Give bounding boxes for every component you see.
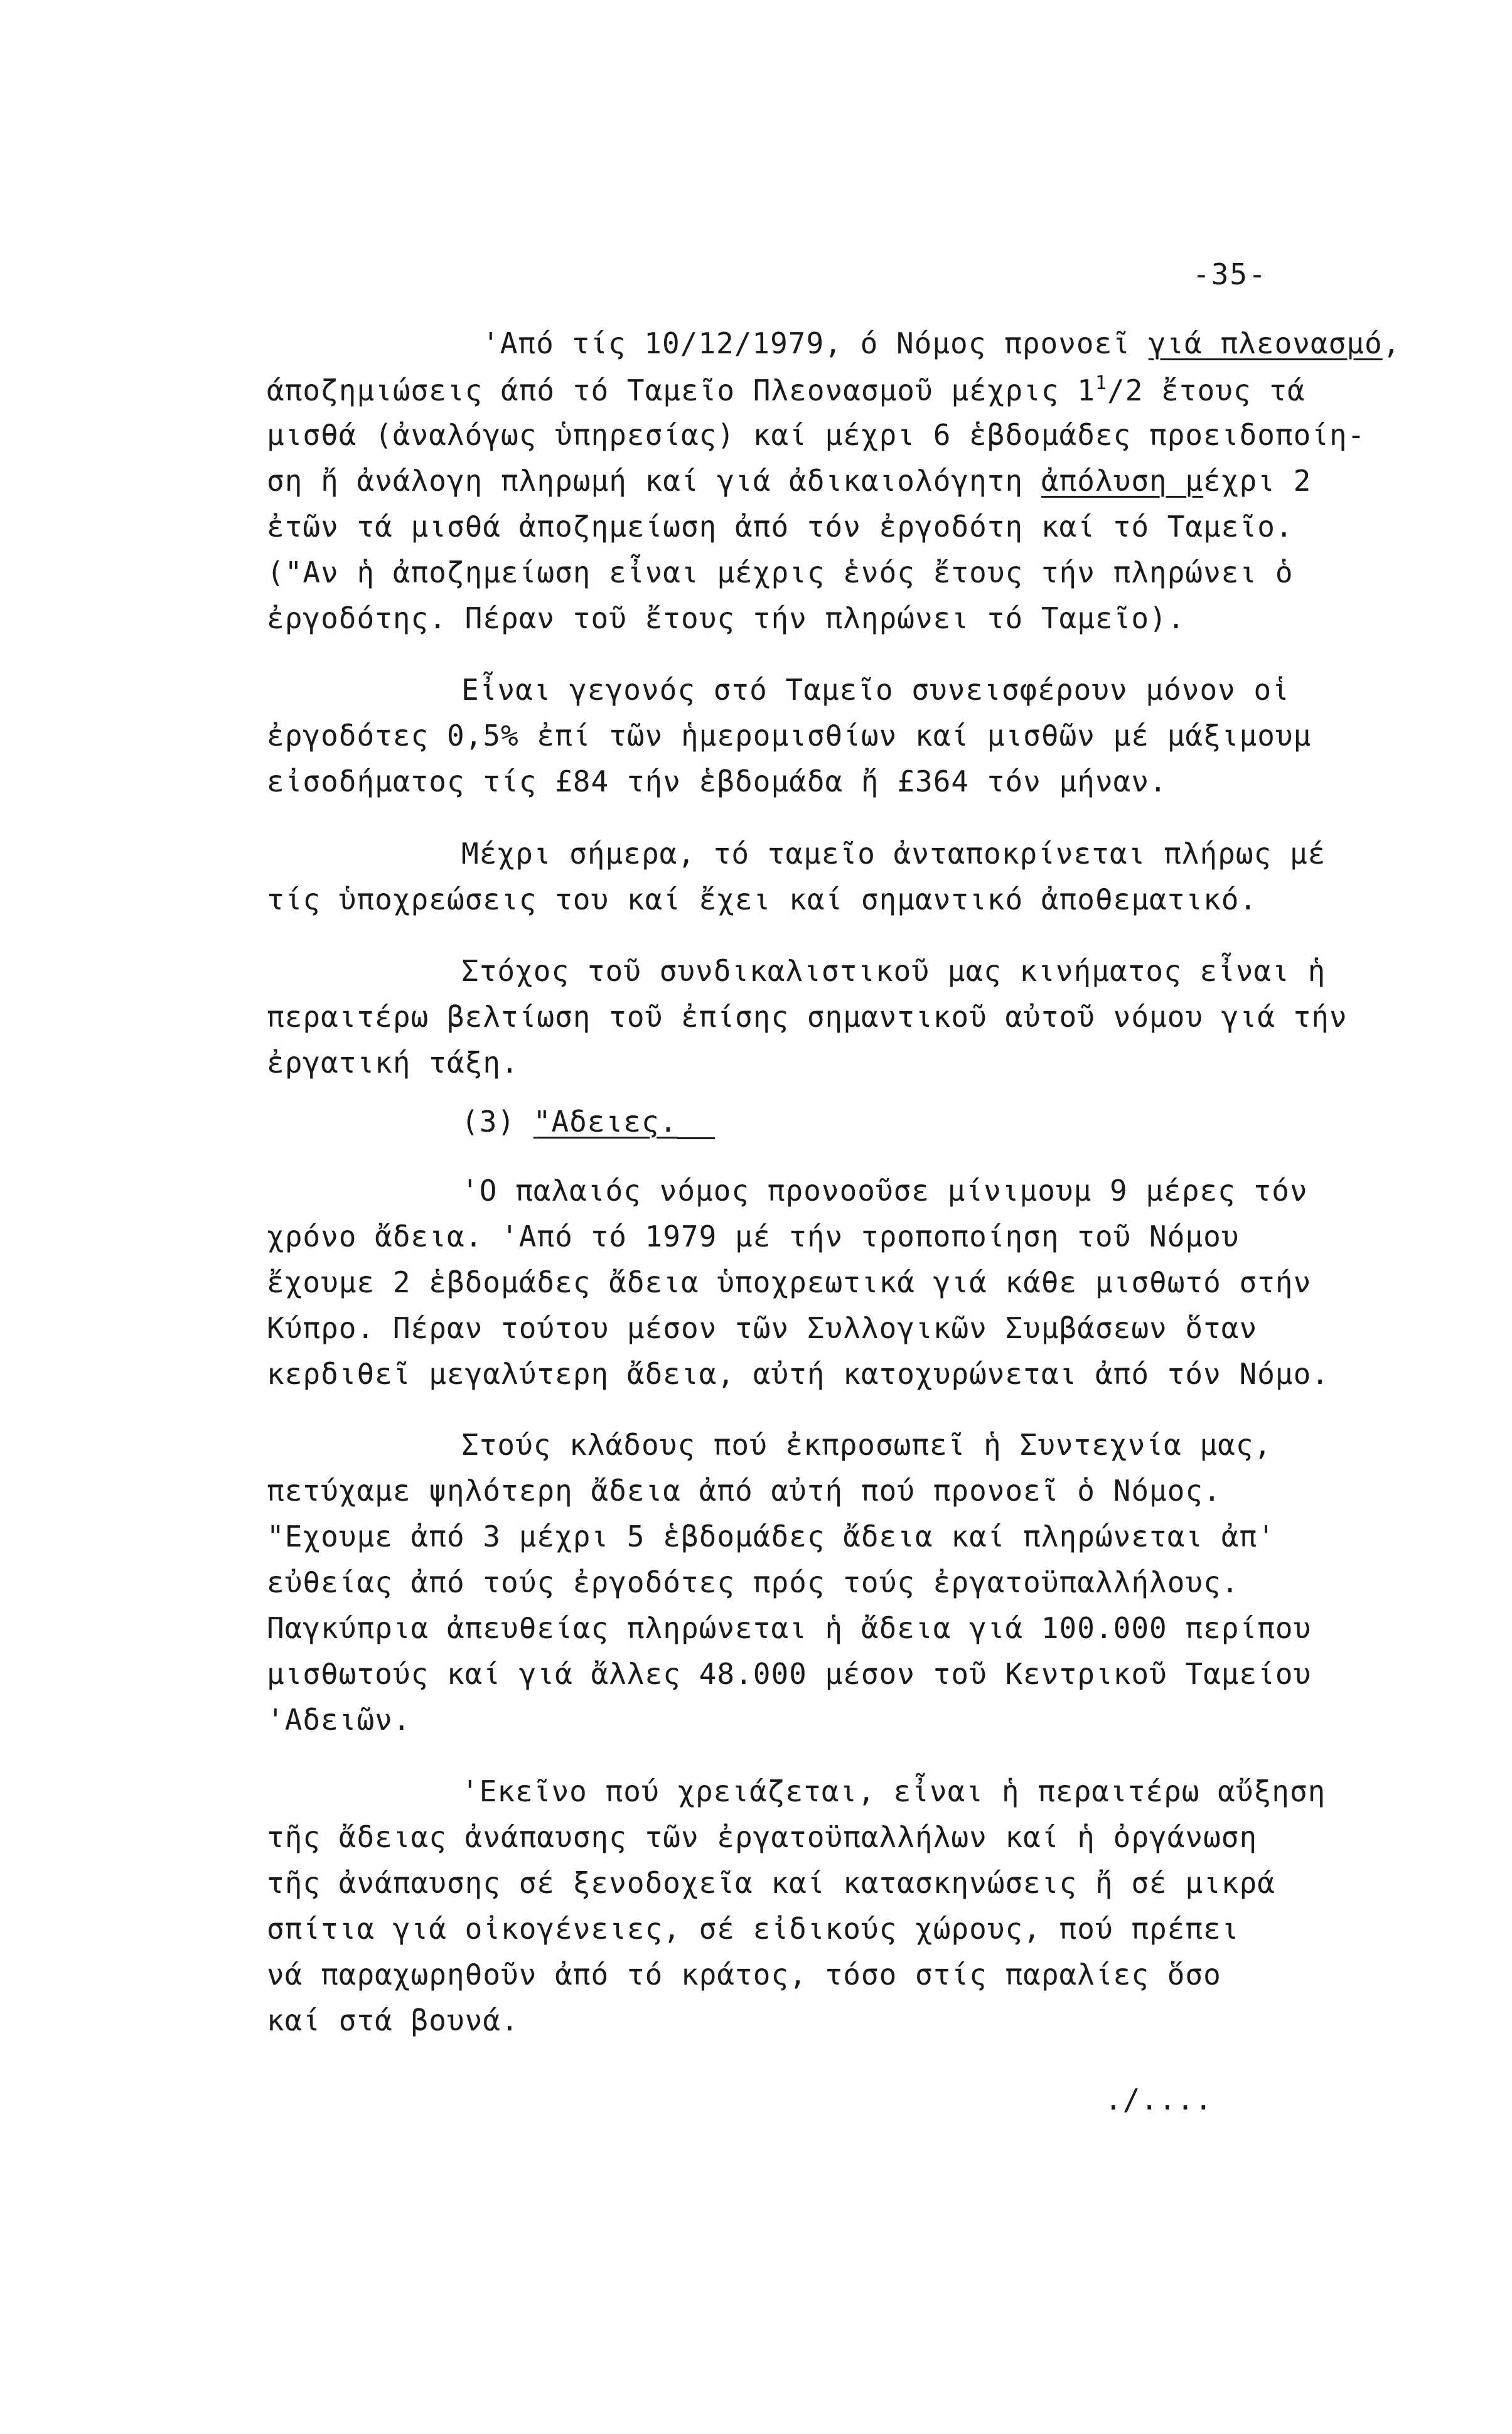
p7-line-3: τῆς ἀνάπαυσης σέ ξενοδοχεῖα καί κατασκηνώσεις ἤ σέ μικρά: [267, 1866, 1275, 1900]
section-title: "Αδειες.: [533, 1105, 678, 1139]
superscript: 1: [1095, 372, 1108, 394]
p6-line-1: Στούς κλάδους πού ἐκπροσωπεῖ ἡ Συντεχνία μας,: [461, 1428, 1272, 1462]
p6-line-7: 'Αδειῶν.: [267, 1703, 411, 1737]
p1-line-6: ("Αν ἡ ἀποζημείωση εἶναι μέχρις ἑνός ἔτους τήν πληρώνει ὁ: [267, 555, 1294, 589]
p6-line-2: πετύχαμε ψηλότερη ἄδεια ἀπό αὐτή πού προνοεῖ ὁ Νόμος.: [267, 1474, 1221, 1508]
p2-line-3: εἰσοδήματος τίς £84 τήν ἑβδομάδα ἤ £364 τόν μήναν.: [267, 764, 1167, 798]
p2-line-1: Εἶναι γεγονός στό Ταμεῖο συνεισφέρουν μόνον οἱ: [461, 673, 1290, 707]
p7-line-6: καί στά βουνά.: [267, 2003, 519, 2037]
p4-line-2: περαιτέρω βελτίωση τοῦ ἐπίσης σημαντικοῦ αὐτοῦ νόμου γιά τήν: [267, 1000, 1348, 1034]
continuation-marker: ./....: [1105, 2083, 1213, 2116]
p4-line-1: Στόχος τοῦ συνδικαλιστικοῦ μας κινήματος εἶναι ἡ: [461, 954, 1326, 988]
heading-underline: [677, 1132, 715, 1139]
p1-line-5: ἐτῶν τά μισθά ἀποζημείωση ἀπό τόν ἐργοδότη καί τό Ταμεῖο.: [267, 510, 1294, 544]
text-segment: ,: [1382, 326, 1401, 360]
page-number: -35-: [1193, 257, 1267, 291]
text-segment: ση ἤ ἀνάλογη πληρωμή καί γιά ἀδικαιολόγητη: [267, 464, 1041, 498]
p7-line-5: νά παραχωρηθοῦν ἀπό τό κράτος, τόσο στίς παραλίες ὅσο: [267, 1958, 1221, 1992]
p6-line-3: "Εχουμε ἀπό 3 μέχρι 5 ἑβδομάδες ἄδεια καί πληρώνεται ἀπ': [267, 1520, 1275, 1553]
p3-line-2: τίς ὑποχρεώσεις του καί ἔχει καί σημαντικό ἀποθεματικό.: [267, 882, 1258, 916]
p6-line-5: Παγκύπρια ἀπευθείας πληρώνεται ἡ ἄδεια γιά 100.000 περίπου: [267, 1611, 1312, 1645]
underlined-text: ἀπόλυση μ: [1041, 464, 1204, 498]
p5-line-2: χρόνο ἄδεια. 'Από τό 1979 μέ τήν τροποποίηση τοῦ Νόμου: [267, 1220, 1240, 1253]
p5-line-3: ἔχουμε 2 ἑβδομάδες ἄδεια ὑποχρεωτικά γιά κάθε μισθωτό στήν: [267, 1265, 1312, 1299]
p6-line-6: μισθωτούς καί γιά ἄλλες 48.000 μέσον τοῦ Κεντρικοῦ Ταμείου: [267, 1657, 1312, 1691]
p2-line-2: ἐργοδότες 0,5% ἐπί τῶν ἡμερομισθίων καί μισθῶν μέ μάξιμουμ: [267, 719, 1312, 753]
p1-line-3: μισθά (ἀναλόγως ὑπηρεσίας) καί μέχρι 6 ἑβδομάδες προειδοποίη-: [267, 418, 1366, 452]
p6-line-4: εὐθείας ἀπό τούς ἐργοδότες πρός τούς ἐργατοϋπαλλήλους.: [267, 1565, 1240, 1599]
text-segment: άποζημιώσεις άπό τό Ταμεῖο Πλεονασμοῦ μέχρις 1: [267, 373, 1095, 407]
section-heading: [461, 1105, 715, 1139]
underlined-text: γιά πλεονασμό: [1148, 326, 1383, 360]
p5-line-5: κερδιθεῖ μεγαλύτερη ἄδεια, αὐτή κατοχυρώνεται ἀπό τόν Νόμο.: [267, 1357, 1329, 1391]
p1-line-2: [267, 372, 1306, 407]
p1-line-1: [482, 326, 1400, 360]
p5-line-4: Κύπρο. Πέραν τούτου μέσον τῶν Συλλογικῶν Συμβάσεων ὅταν: [267, 1311, 1258, 1345]
p7-line-2: τῆς ἄδειας ἀνάπαυσης τῶν ἐργατοϋπαλλήλων καί ἡ ὀργάνωση: [267, 1820, 1258, 1854]
section-number: (3): [461, 1105, 533, 1139]
p4-line-3: ἐργατική τάξη.: [267, 1046, 519, 1080]
p7-line-1: 'Εκεῖνο πού χρειάζεται, εἶναι ἡ περαιτέρω αὔξηση: [461, 1774, 1326, 1808]
p3-line-1: Μέχρι σήμερα, τό ταμεῖο ἀνταποκρίνεται πλήρως μέ: [461, 837, 1326, 871]
text-segment: /2 ἔτους τά: [1107, 373, 1306, 407]
p1-line-4: [267, 464, 1311, 498]
p1-line-7: ἐργοδότης. Πέραν τοῦ ἔτους τήν πληρώνει τό Ταμεῖο).: [267, 601, 1186, 635]
text-segment: έχρι 2: [1203, 464, 1312, 498]
p7-line-4: σπίτια γιά οἰκογένειες, σέ εἰδικούς χώρους, πού πρέπει: [267, 1912, 1240, 1946]
text-segment: 'Από τίς 10/12/1979, ό Νόμος προνοεῖ: [482, 326, 1149, 360]
p5-line-1: 'Ο παλαιός νόμος προνοοῦσε μίνιμουμ 9 μέρες τόν: [461, 1174, 1308, 1208]
